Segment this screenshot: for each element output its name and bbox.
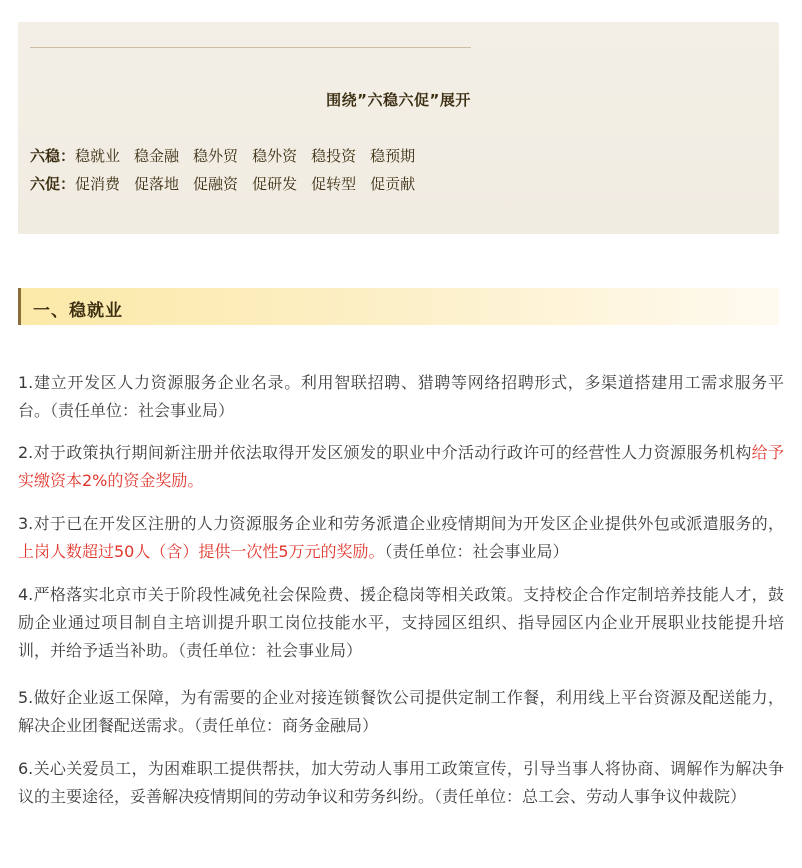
policy-paragraph-4 [18, 581, 784, 665]
section-header-stable-employment [18, 288, 779, 325]
intro-divider [30, 47, 471, 48]
policy-paragraph-6 [18, 755, 784, 811]
six-stable-item: 稳外资 [252, 147, 298, 165]
six-stable-item: 稳预期 [370, 147, 416, 165]
paragraph-text: 5.做好企业返工保障，为有需要的企业对接连锁餐饮公司提供定制工作餐，利用线上平台资源及配送能力，解决企业团餐配送需求。（责任单位：商务金融局） [18, 688, 784, 735]
six-promote-item: 促消费 [75, 175, 121, 193]
six-promote-item: 促融资 [193, 175, 239, 193]
paragraph-highlight: 给予实缴资本2%的资金奖励。 [18, 443, 784, 490]
paragraph-text: 6.关心关爱员工，为困难职工提供帮扶，加大劳动人事用工政策宣传，引导当事人将协商、调解作为解决争议的主要途径，妥善解决疫情期间的劳动争议和劳务纠纷。（责任单位：总工会、劳动人事争议仲裁院） [18, 759, 784, 806]
paragraph-text: 2.对于政策执行期间新注册并依法取得开发区颁发的职业中介活动行政许可的经营性人力资源服务机构 [18, 443, 752, 462]
six-promote-item: 促研发 [252, 175, 298, 193]
policy-paragraph-3 [18, 510, 784, 566]
paragraph-text: 1.建立开发区人力资源服务企业名录。利用智联招聘、猎聘等网络招聘形式，多渠道搭建用工需求服务平台。（责任单位：社会事业局） [18, 373, 784, 420]
six-promote-item: 促贡献 [370, 175, 416, 193]
intro-box [18, 22, 779, 234]
paragraph-text: 4.严格落实北京市关于阶段性减免社会保险费、援企稳岗等相关政策。支持校企合作定制培养技能人才，鼓励企业通过项目制自主培训提升职工岗位技能水平，支持园区组织、指导园区内企业开展职业技能提升培训，并给予适当补助。（责任单位：社会事业局） [18, 585, 784, 660]
six-promote-item: 促落地 [134, 175, 180, 193]
six-stable-item: 稳金融 [134, 147, 180, 165]
policy-paragraph-1 [18, 369, 784, 425]
intro-title: 围绕”六稳六促”展开 [326, 91, 471, 109]
policy-paragraph-2 [18, 439, 784, 495]
six-stable-item: 稳就业 [75, 147, 121, 165]
six-promote-item: 促转型 [311, 175, 357, 193]
six-promote-row [30, 173, 429, 194]
paragraph-text: 3.对于已在开发区注册的人力资源服务企业和劳务派遣企业疫情期间为开发区企业提供外包或派遣服务的， [18, 514, 784, 533]
section-title: 一、稳就业 [33, 301, 123, 321]
six-stable-row [30, 145, 429, 166]
policy-paragraph-5 [18, 684, 784, 740]
six-stable-item: 稳投资 [311, 147, 357, 165]
six-stable-label: 六稳： [30, 147, 76, 165]
six-stable-item: 稳外贸 [193, 147, 239, 165]
six-promote-label: 六促： [30, 175, 76, 193]
paragraph-highlight: 上岗人数超过50人（含）提供一次性5万元的奖励。 [18, 542, 385, 561]
paragraph-responsible-unit: （责任单位：社会事业局） [384, 542, 569, 561]
